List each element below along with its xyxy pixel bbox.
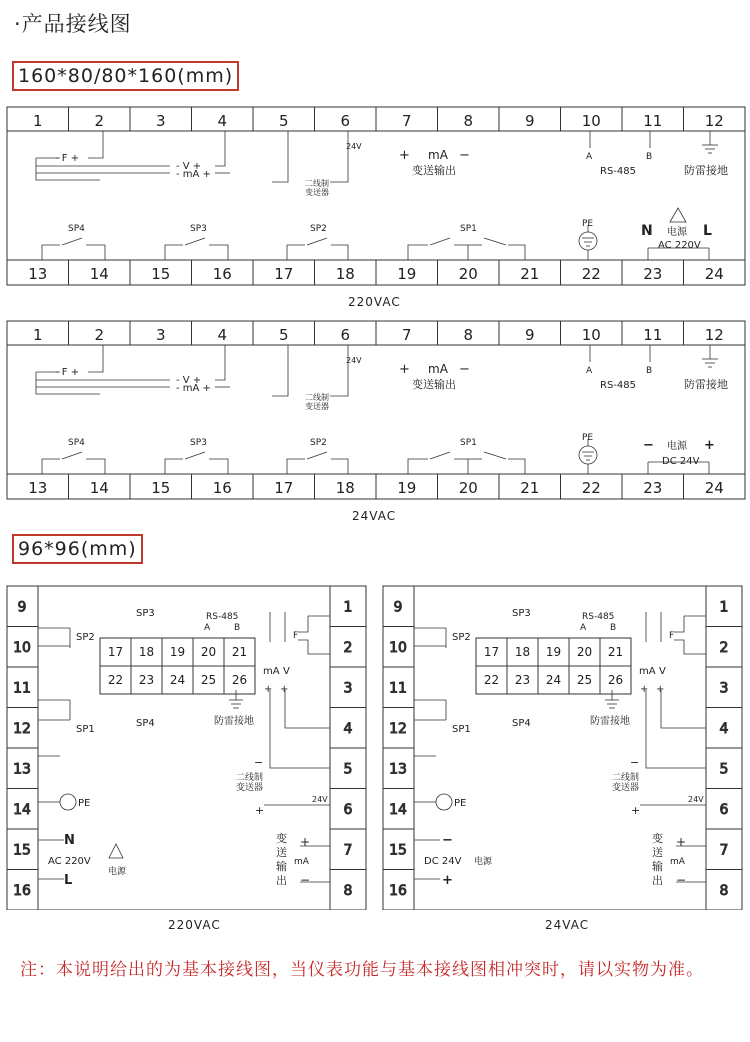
rs485-label: RS-485 <box>206 612 239 622</box>
transmit-minus: − <box>676 873 687 887</box>
sp4-label: SP4 <box>512 718 531 729</box>
dc-plus-label: + <box>704 438 715 453</box>
caption-220vac: 220VAC <box>348 295 401 309</box>
terminal-bottom-22: 22 <box>581 479 601 497</box>
size-label-96x96: 96*96(mm) <box>12 534 143 564</box>
terminal-top-3: 3 <box>155 326 166 344</box>
wiring-diagram-220vac-160x80 <box>0 100 750 300</box>
plus-sign: + <box>399 148 410 163</box>
transmit-char-4: 出 <box>276 874 287 887</box>
terminal-bottom-17: 17 <box>274 479 294 497</box>
terminal-top-11: 11 <box>643 326 663 344</box>
terminal-top-11: 11 <box>643 112 663 130</box>
twowire-label-2: 变送器 <box>612 783 640 793</box>
grid-terminal-17: 17 <box>483 645 500 659</box>
terminal-bottom-14: 14 <box>89 479 109 497</box>
terminal-top-4: 4 <box>217 112 228 130</box>
terminal-bottom-21: 21 <box>520 479 540 497</box>
v-label: V <box>659 666 666 677</box>
grid-terminal-17: 17 <box>107 645 124 659</box>
v-plus-sign: + <box>656 684 665 695</box>
sp4-label: SP4 <box>68 438 85 448</box>
rs485-b-label: B <box>610 623 617 633</box>
v-plus-sign: + <box>280 684 289 695</box>
sp2-label: SP2 <box>76 632 95 643</box>
f-label: F <box>669 631 675 641</box>
grid-terminal-22: 22 <box>483 673 500 687</box>
rs485-b-label: B <box>646 152 653 162</box>
terminal-right-1: 1 <box>719 599 729 616</box>
pe-label: PE <box>78 798 91 809</box>
power-label: 电源 <box>108 867 127 877</box>
terminal-right-4: 4 <box>343 720 353 737</box>
caption-24vac-96: 24VAC <box>545 918 590 932</box>
rs485-a-label: A <box>580 623 587 633</box>
ma-label: mA <box>639 666 656 677</box>
terminal-right-7: 7 <box>719 842 729 859</box>
transmit-char-2: 送 <box>652 846 663 859</box>
terminal-left-13: 13 <box>13 761 31 778</box>
terminal-bottom-22: 22 <box>581 265 601 283</box>
grid-terminal-20: 20 <box>200 645 217 659</box>
lightning-ground-label: 防雷接地 <box>590 716 630 727</box>
twowire-minus: − <box>630 756 640 769</box>
terminal-top-10: 10 <box>581 112 601 130</box>
v24-label: 24V <box>346 142 362 151</box>
terminal-top-2: 2 <box>94 112 105 130</box>
terminal-top-5: 5 <box>278 112 289 130</box>
rs485-label: RS-485 <box>582 612 615 622</box>
ma-input-label: - mA + <box>176 383 211 394</box>
l-label: L <box>64 873 73 888</box>
terminal-left-12: 12 <box>13 720 31 737</box>
terminal-top-2: 2 <box>94 326 105 344</box>
sp2-label: SP2 <box>452 632 471 643</box>
terminal-top-9: 9 <box>524 326 535 344</box>
terminal-left-9: 9 <box>393 599 403 616</box>
terminal-top-1: 1 <box>32 112 43 130</box>
rs485-label: RS-485 <box>600 380 636 391</box>
twowire-plus: + <box>255 804 265 817</box>
grid-terminal-22: 22 <box>107 673 124 687</box>
terminal-bottom-18: 18 <box>335 479 355 497</box>
twowire-label-2: 变送器 <box>305 188 329 197</box>
power-label: 电源 <box>474 857 493 867</box>
terminal-top-8: 8 <box>463 112 474 130</box>
terminal-left-10: 10 <box>389 639 407 656</box>
grid-terminal-25: 25 <box>576 673 593 687</box>
terminal-top-6: 6 <box>340 112 351 130</box>
terminal-bottom-15: 15 <box>151 479 171 497</box>
pe-label: PE <box>582 433 594 443</box>
terminal-bottom-18: 18 <box>335 265 355 283</box>
terminal-left-15: 15 <box>13 842 31 859</box>
terminal-right-6: 6 <box>719 801 729 818</box>
size-label-160x80: 160*80/80*160(mm) <box>12 61 239 91</box>
ac-voltage-label: AC 220V <box>658 240 701 251</box>
pe-label: PE <box>582 219 594 229</box>
lightning-ground-label: 防雷接地 <box>684 378 728 391</box>
terminal-right-5: 5 <box>719 761 729 778</box>
grid-terminal-18: 18 <box>138 645 155 659</box>
twowire-label-2: 变送器 <box>236 783 264 793</box>
twowire-label-2: 变送器 <box>305 402 329 411</box>
sp3-label: SP3 <box>190 224 207 234</box>
ma-input-label: - mA + <box>176 169 211 180</box>
terminal-top-1: 1 <box>32 326 43 344</box>
terminal-bottom-23: 23 <box>643 265 663 283</box>
lightning-ground-label: 防雷接地 <box>684 164 728 177</box>
terminal-right-8: 8 <box>343 882 353 899</box>
caption-24vac: 24VAC <box>352 509 397 523</box>
sp4-label: SP4 <box>136 718 155 729</box>
rs485-label: RS-485 <box>600 166 636 177</box>
rs485-a-label: A <box>204 623 211 633</box>
terminal-right-3: 3 <box>343 680 353 697</box>
dc-minus-label: − <box>643 438 654 453</box>
sp3-label: SP3 <box>136 608 155 619</box>
terminal-left-11: 11 <box>13 680 31 697</box>
sp4-label: SP4 <box>68 224 85 234</box>
dc-minus-label: − <box>442 833 453 848</box>
terminal-bottom-16: 16 <box>212 265 232 283</box>
terminal-bottom-19: 19 <box>397 265 417 283</box>
f-label: F <box>293 631 299 641</box>
terminal-bottom-16: 16 <box>212 479 232 497</box>
grid-terminal-18: 18 <box>514 645 531 659</box>
terminal-left-14: 14 <box>389 801 407 818</box>
ma-plus-sign: + <box>640 684 649 695</box>
grid-terminal-26: 26 <box>231 673 248 687</box>
terminal-top-7: 7 <box>401 326 412 344</box>
power-label: 电源 <box>667 441 687 452</box>
terminal-left-13: 13 <box>389 761 407 778</box>
transmit-char-1: 变 <box>652 832 663 845</box>
grid-terminal-23: 23 <box>514 673 531 687</box>
terminal-right-2: 2 <box>343 639 353 656</box>
terminal-left-14: 14 <box>13 801 31 818</box>
terminal-bottom-17: 17 <box>274 265 294 283</box>
terminal-bottom-13: 13 <box>28 265 48 283</box>
grid-terminal-24: 24 <box>545 673 562 687</box>
rs485-b-label: B <box>234 623 241 633</box>
power-label: 电源 <box>667 227 687 238</box>
v24-label: 24V <box>312 795 328 804</box>
grid-terminal-21: 21 <box>607 645 624 659</box>
terminal-bottom-24: 24 <box>704 265 724 283</box>
sp2-label: SP2 <box>310 224 327 234</box>
f-label: - F + <box>55 367 80 378</box>
terminal-left-16: 16 <box>389 882 407 899</box>
sp1-label: SP1 <box>460 224 477 234</box>
transmit-ma-label: mA <box>294 857 309 867</box>
terminal-left-12: 12 <box>389 720 407 737</box>
ma-label: mA <box>263 666 280 677</box>
transmit-minus: − <box>300 873 311 887</box>
terminal-right-8: 8 <box>719 882 729 899</box>
ma-plus-sign: + <box>264 684 273 695</box>
terminal-top-8: 8 <box>463 326 474 344</box>
terminal-bottom-23: 23 <box>643 479 663 497</box>
wiring-diagram-24vac-96x96 <box>376 580 746 910</box>
terminal-left-16: 16 <box>13 882 31 899</box>
note-text: 注：本说明给出的为基本接线图，当仪表功能与基本接线图相冲突时，请以实物为准。 <box>20 960 704 980</box>
twowire-label-1: 二线制 <box>612 773 640 783</box>
ma-label: mA <box>428 148 448 162</box>
sp1-label: SP1 <box>460 438 477 448</box>
terminal-left-11: 11 <box>389 680 407 697</box>
ac-voltage-label: AC 220V <box>48 856 91 867</box>
sp2-label: SP2 <box>310 438 327 448</box>
terminal-right-1: 1 <box>343 599 353 616</box>
transmit-plus: + <box>676 835 687 849</box>
sp1-label: SP1 <box>76 724 95 735</box>
plus-sign: + <box>399 362 410 377</box>
twowire-label-1: 二线制 <box>305 393 329 402</box>
terminal-bottom-15: 15 <box>151 265 171 283</box>
grid-terminal-19: 19 <box>545 645 562 659</box>
wiring-diagram-220vac-96x96 <box>0 580 370 910</box>
transmit-char-3: 输 <box>276 860 287 873</box>
wiring-diagram-24vac-160x80 <box>0 314 750 514</box>
transmit-plus: + <box>300 835 311 849</box>
v-label: V <box>283 666 290 677</box>
v-label: - V + <box>176 161 202 172</box>
transmit-output-label: 变送输出 <box>412 378 456 391</box>
terminal-top-12: 12 <box>704 112 724 130</box>
terminal-right-5: 5 <box>343 761 353 778</box>
minus-sign: − <box>459 148 470 163</box>
twowire-label-1: 二线制 <box>305 179 329 188</box>
sp1-label: SP1 <box>452 724 471 735</box>
terminal-top-12: 12 <box>704 326 724 344</box>
transmit-char-3: 输 <box>652 860 663 873</box>
grid-terminal-25: 25 <box>200 673 217 687</box>
terminal-right-6: 6 <box>343 801 353 818</box>
transmit-char-4: 出 <box>652 874 663 887</box>
terminal-right-2: 2 <box>719 639 729 656</box>
grid-terminal-26: 26 <box>607 673 624 687</box>
rs485-a-label: A <box>586 152 593 162</box>
n-label: N <box>64 833 75 848</box>
twowire-label-1: 二线制 <box>236 773 264 783</box>
l-label: L <box>703 223 712 239</box>
sp3-label: SP3 <box>190 438 207 448</box>
terminal-left-9: 9 <box>17 599 27 616</box>
terminal-top-5: 5 <box>278 326 289 344</box>
grid-terminal-19: 19 <box>169 645 186 659</box>
grid-terminal-21: 21 <box>231 645 248 659</box>
rs485-b-label: B <box>646 366 653 376</box>
v24-label: 24V <box>346 356 362 365</box>
transmit-char-1: 变 <box>276 832 287 845</box>
terminal-bottom-19: 19 <box>397 479 417 497</box>
terminal-bottom-21: 21 <box>520 265 540 283</box>
transmit-output-label: 变送输出 <box>412 164 456 177</box>
sp3-label: SP3 <box>512 608 531 619</box>
terminal-left-10: 10 <box>13 639 31 656</box>
transmit-char-2: 送 <box>276 846 287 859</box>
terminal-right-3: 3 <box>719 680 729 697</box>
terminal-bottom-20: 20 <box>458 265 478 283</box>
grid-terminal-24: 24 <box>169 673 186 687</box>
dc-plus-label: + <box>442 873 453 888</box>
transmit-ma-label: mA <box>670 857 685 867</box>
pe-label: PE <box>454 798 467 809</box>
terminal-top-3: 3 <box>155 112 166 130</box>
terminal-top-9: 9 <box>524 112 535 130</box>
rs485-a-label: A <box>586 366 593 376</box>
terminal-bottom-14: 14 <box>89 265 109 283</box>
terminal-top-10: 10 <box>581 326 601 344</box>
twowire-plus: + <box>631 804 641 817</box>
minus-sign: − <box>459 362 470 377</box>
dc-voltage-label: DC 24V <box>424 856 462 867</box>
page-title: ·产品接线图 <box>14 12 132 36</box>
v24-label: 24V <box>688 795 704 804</box>
grid-terminal-20: 20 <box>576 645 593 659</box>
lightning-ground-label: 防雷接地 <box>214 716 254 727</box>
caption-220vac-96: 220VAC <box>168 918 221 932</box>
dc-voltage-label: DC 24V <box>662 456 700 467</box>
grid-terminal-23: 23 <box>138 673 155 687</box>
terminal-bottom-20: 20 <box>458 479 478 497</box>
v-label: - V + <box>176 375 202 386</box>
n-label: N <box>641 223 653 239</box>
terminal-right-7: 7 <box>343 842 353 859</box>
f-label: - F + <box>55 153 80 164</box>
terminal-right-4: 4 <box>719 720 729 737</box>
terminal-top-4: 4 <box>217 326 228 344</box>
ma-label: mA <box>428 362 448 376</box>
terminal-bottom-13: 13 <box>28 479 48 497</box>
terminal-bottom-24: 24 <box>704 479 724 497</box>
twowire-minus: − <box>254 756 264 769</box>
terminal-top-6: 6 <box>340 326 351 344</box>
terminal-left-15: 15 <box>389 842 407 859</box>
terminal-top-7: 7 <box>401 112 412 130</box>
